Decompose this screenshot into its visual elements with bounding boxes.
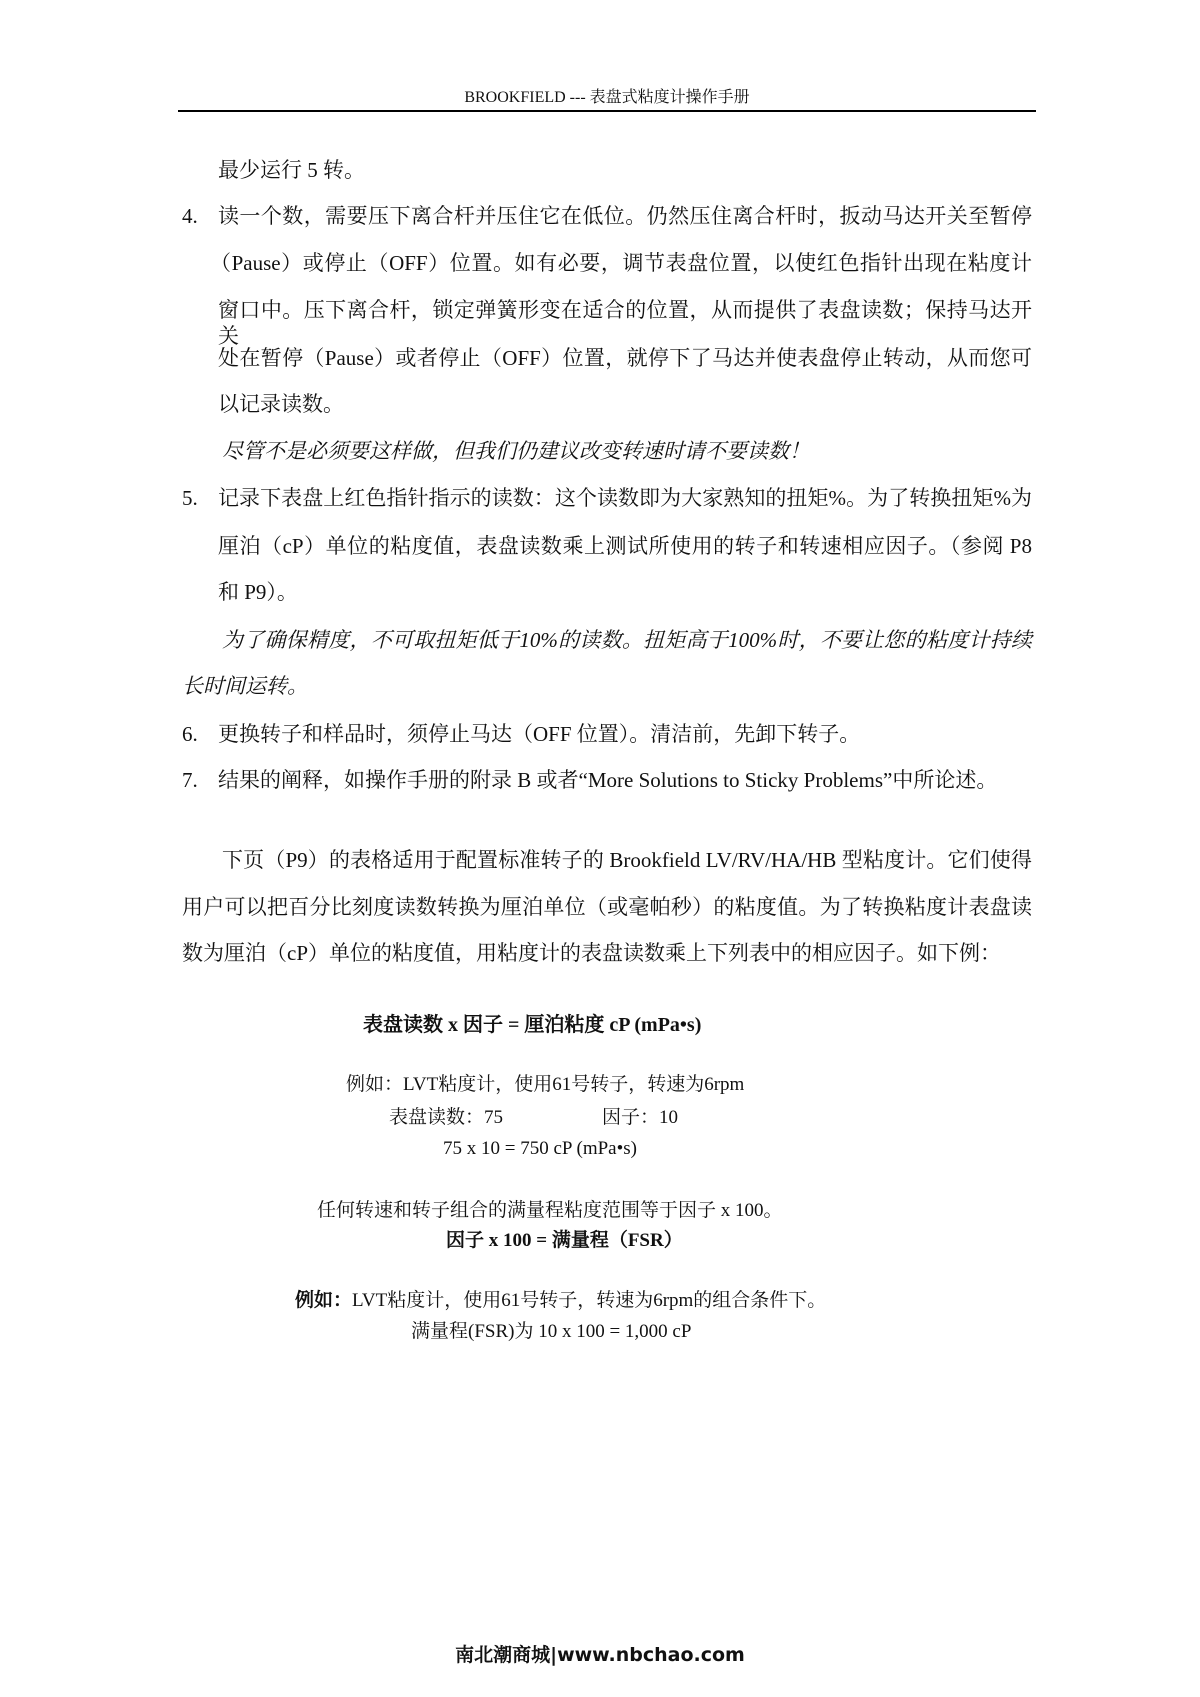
item4-line: （Pause）或停止（OFF）位置。如有必要，调节表盘位置，以使红色指针出现在粘度计 bbox=[210, 251, 1032, 275]
range-note: 任何转速和转子组合的满量程粘度范围等于因子 x 100。 bbox=[317, 1200, 783, 1221]
item5-line: 和 P9）。 bbox=[218, 580, 298, 604]
example2 bbox=[295, 1288, 826, 1314]
item6-text: 更换转子和样品时，须停止马达（OFF 位置）。清洁前，先卸下转子。 bbox=[218, 722, 861, 746]
fsr-calc: 满量程(FSR)为 10 x 100 = 1,000 cP bbox=[411, 1321, 692, 1342]
item4-line: 以记录读数。 bbox=[218, 392, 344, 416]
paragraph-line: 下页（P9）的表格适用于配置标准转子的 Brookfield LV/RV/HA/HB 型粘度计。它们使得 bbox=[222, 848, 1032, 872]
item-number: 4. bbox=[182, 204, 198, 228]
formula-main: 表盘读数 x 因子 = 厘泊粘度 cP (mPa•s) bbox=[363, 1014, 702, 1036]
example2-label: 例如： bbox=[295, 1290, 353, 1311]
example2-text: LVT粘度计，使用61号转子，转速为6rpm的组合条件下。 bbox=[352, 1290, 827, 1311]
footer-watermark: 南北潮商城|www.nbchao.com bbox=[455, 1644, 745, 1666]
paragraph-line: 用户可以把百分比刻度读数转换为厘泊单位（或毫帕秒）的粘度值。为了转换粘度计表盘读 bbox=[182, 895, 1032, 919]
item4-line: 窗口中。压下离合杆，锁定弹簧形变在适合的位置，从而提供了表盘读数；保持马达开关 bbox=[218, 298, 1032, 348]
italic-note: 尽管不是必须要这样做，但我们仍建议改变转速时请不要读数！ bbox=[222, 439, 810, 463]
item5-line: 记录下表盘上红色指针指示的读数：这个读数即为大家熟知的扭矩%。为了转换扭矩%为 bbox=[218, 486, 1032, 510]
example-intro: 例如：LVT粘度计，使用61号转子，转速为6rpm bbox=[346, 1074, 745, 1095]
item7-text: 结果的阐释，如操作手册的附录 B 或者“More Solutions to Sticky Problems”中所论述。 bbox=[218, 768, 998, 792]
item-number: 6. bbox=[182, 722, 198, 746]
item5-line: 厘泊（cP）单位的粘度值，表盘读数乘上测试所使用的转子和转速相应因子。（参阅 P8 bbox=[218, 534, 1032, 558]
item-number: 7. bbox=[182, 768, 198, 792]
continued-line: 最少运行 5 转。 bbox=[218, 158, 365, 182]
page-header: BROOKFIELD --- 表盘式粘度计操作手册 bbox=[464, 89, 750, 106]
header-rule bbox=[178, 110, 1036, 112]
item4-line: 处在暂停（Pause）或者停止（OFF）位置，就停下了马达并使表盘停止转动，从而您可 bbox=[218, 346, 1032, 370]
fsr-formula: 因子 x 100 = 满量程（FSR） bbox=[446, 1230, 683, 1251]
item-number: 5. bbox=[182, 486, 198, 510]
italic-note: 长时间运转。 bbox=[182, 674, 308, 698]
item4-line: 读一个数，需要压下离合杆并压住它在低位。仍然压住离合杆时，扳动马达开关至暂停 bbox=[218, 204, 1032, 228]
dial-reading: 表盘读数：75 bbox=[389, 1107, 504, 1128]
italic-note: 为了确保精度，不可取扭矩低于10%的读数。扭矩高于100%时，不要让您的粘度计持续 bbox=[222, 628, 1032, 652]
example-calc: 75 x 10 = 750 cP (mPa•s) bbox=[443, 1138, 637, 1159]
factor-value: 因子：10 bbox=[602, 1107, 679, 1128]
paragraph-line: 数为厘泊（cP）单位的粘度值，用粘度计的表盘读数乘上下列表中的相应因子。如下例： bbox=[182, 941, 1001, 965]
